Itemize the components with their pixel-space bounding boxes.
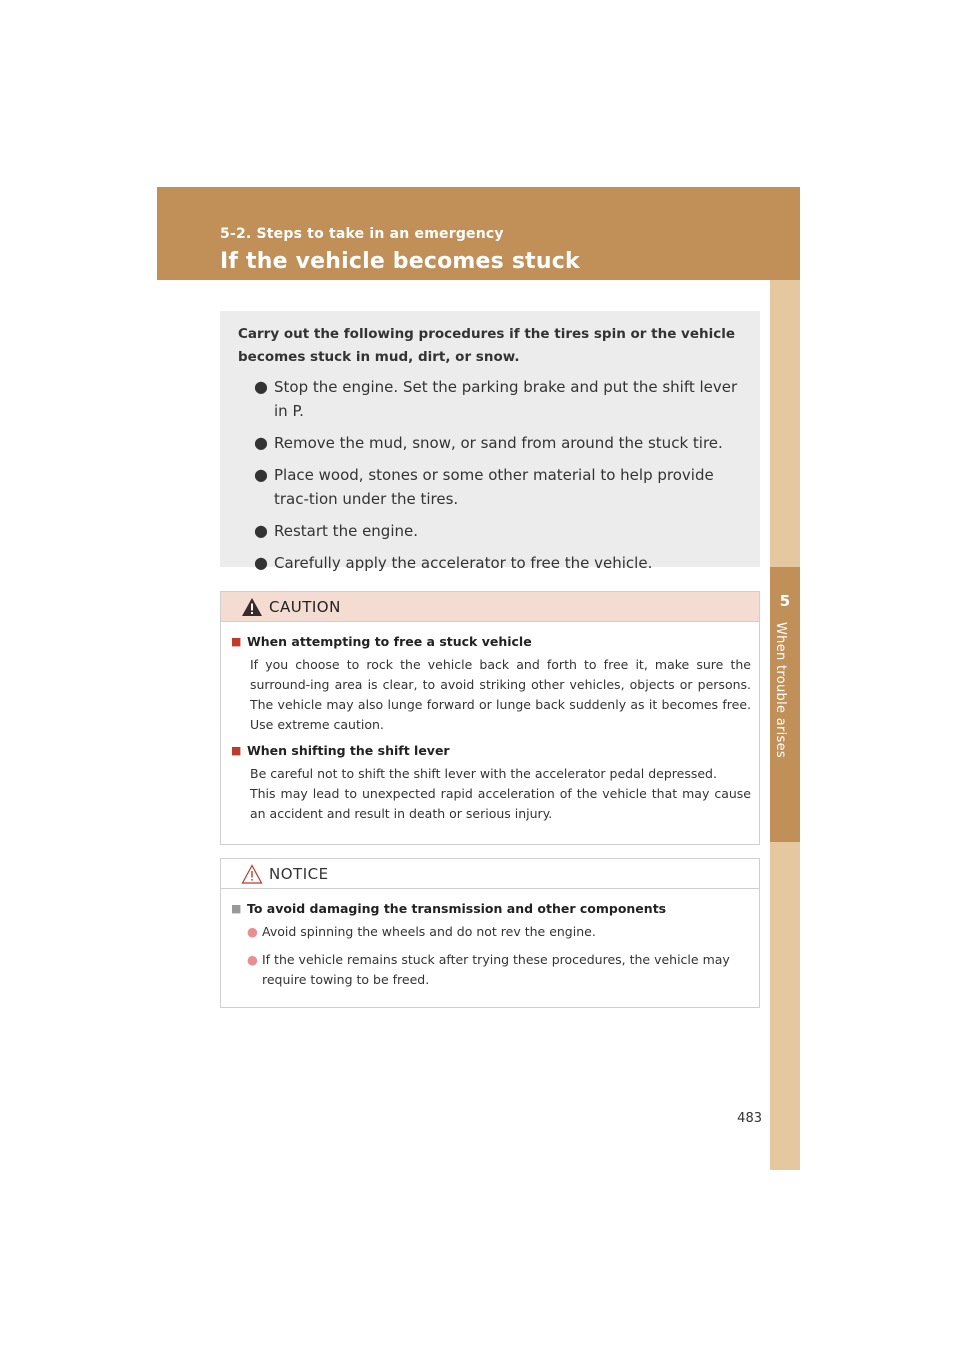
step-text: Remove the mud, snow, or sand from around the stuck tire. [274,434,723,452]
notice-item-text: Avoid spinning the wheels and do not rev the engine. [262,924,596,939]
step-text: Restart the engine. [274,522,418,540]
caution-box [220,591,760,845]
square-bullet-icon: ■ [231,744,242,757]
warning-triangle-icon [241,597,263,617]
chapter-number: 5 [779,592,791,610]
notice-item [247,950,751,990]
notice-item [247,922,751,942]
bullet-icon: ● [254,521,268,540]
dot-bullet-icon: ● [247,924,258,939]
notice-body [221,889,759,990]
notice-box [220,858,760,1008]
notice-subheading-text: To avoid damaging the transmission and other components [247,901,667,916]
step-text: Stop the engine. Set the parking brake and put the shift lever in P. [274,378,738,420]
caution-header [221,592,759,622]
section-label: 5-2. Steps to take in an emergency [220,226,504,242]
notice-item-text: If the vehicle remains stuck after trying these procedures, the vehicle may require towing to be freed. [262,952,730,987]
step-item [254,375,742,423]
bullet-icon: ● [254,465,268,484]
step-item [254,519,742,543]
caution-subheading-text: When attempting to free a stuck vehicle [247,634,532,649]
bullet-icon: ● [254,553,268,572]
caution-subheading-text: When shifting the shift lever [247,743,450,758]
caution-subheading [231,743,751,758]
square-bullet-icon: ■ [231,635,242,648]
square-bullet-icon: ■ [231,902,242,915]
page-title: If the vehicle becomes stuck [220,249,580,274]
notice-subheading [231,901,751,916]
caution-paragraph: If you choose to rock the vehicle back and forth to free it, make sure the surround-ing area is clear, to avoid striking other vehicles, objects or persons. The vehicle may also lunge forward or lunge back suddenly as it becomes free. Use extreme caution. [250,657,751,732]
bullet-icon: ● [254,377,268,396]
dot-bullet-icon: ● [247,952,258,967]
intro-text: Carry out the following procedures if the tires spin or the vehicle becomes stuck in mud, dirt, or snow. [238,326,736,365]
bullet-icon: ● [254,433,268,452]
step-text: Place wood, stones or some other material to help provide trac-tion under the tires. [274,466,714,508]
caution-title: CAUTION [269,597,341,616]
caution-subheading [231,634,751,649]
caution-paragraph: Be careful not to shift the shift lever with the accelerator pedal depressed. [250,766,717,781]
notice-title: NOTICE [269,864,329,883]
step-text: Carefully apply the accelerator to free the vehicle. [274,554,653,572]
page-number: 483 [737,1111,762,1126]
caution-paragraph: This may lead to unexpected rapid acceleration of the vehicle that may cause an accident and result in death or serious injury. [250,786,751,821]
step-item [254,551,742,575]
intro-box [220,311,760,572]
chapter-title: When trouble arises [773,622,788,758]
notice-triangle-icon [241,864,263,884]
step-item [254,463,742,511]
step-item [254,431,742,455]
notice-header [221,859,759,889]
caution-body [221,622,759,824]
